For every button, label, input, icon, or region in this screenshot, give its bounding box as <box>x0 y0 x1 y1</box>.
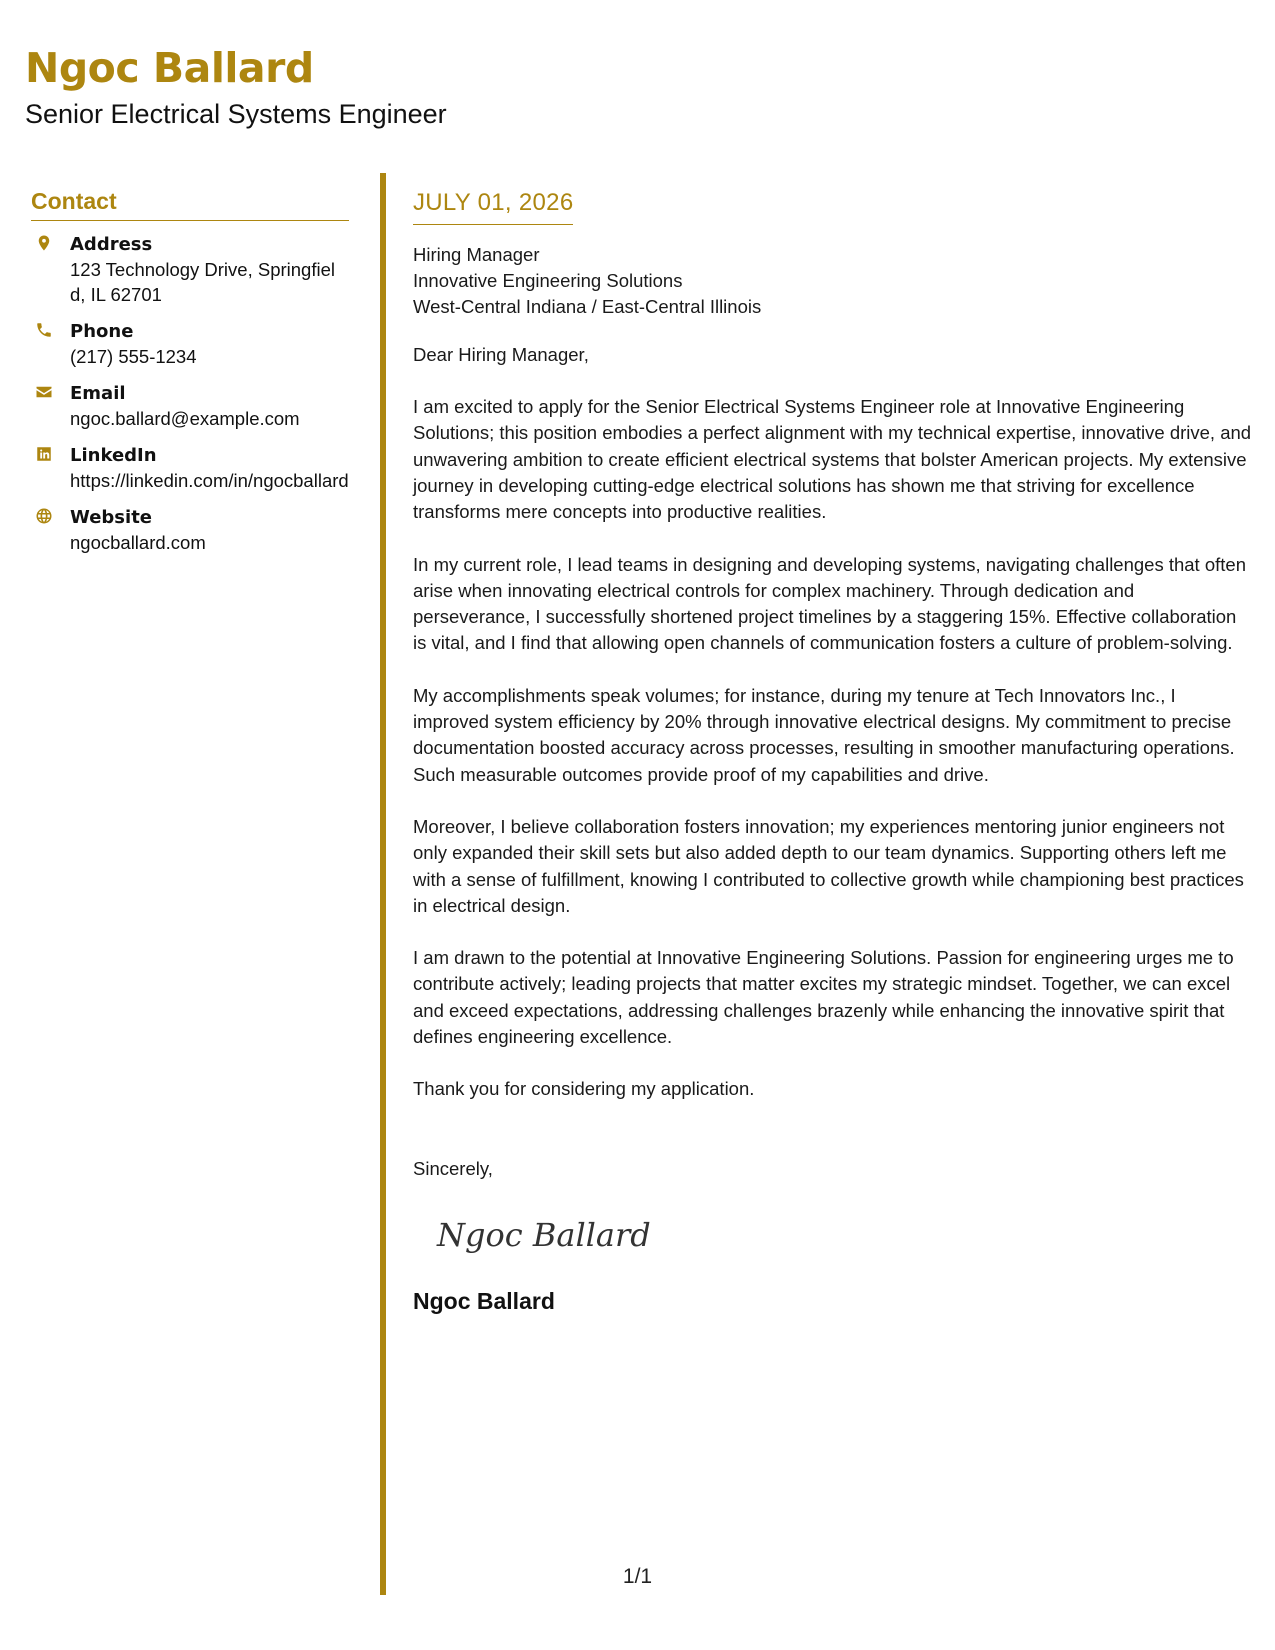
recipient-company: Innovative Engineering Solutions <box>413 269 683 291</box>
body-paragraph: I am drawn to the potential at Innovative Engineering Solutions. Passion for engineering urges me to contribute actively; leading projects that matter excites my strategic mindset. Together, we can excel and exceed expectations, addressing challenges brazenly while enhancing the innovative spirit that defines engineering excellence. <box>413 947 1234 1048</box>
letter-body <box>413 189 1253 1315</box>
svg-text:Ngoc Ballard: Ngoc Ballard <box>437 1215 651 1254</box>
recipient-name: Hiring Manager <box>413 243 540 265</box>
salutation: Dear Hiring Manager, <box>413 343 589 365</box>
recipient-location: West-Central Indiana / East-Central Illinois <box>413 295 762 317</box>
applicant-title: Senior Electrical Systems Engineer <box>25 99 447 129</box>
email-value[interactable]: ngoc.ballard@example.com <box>70 407 300 429</box>
contact-list <box>31 233 349 555</box>
contact-heading: Contact <box>31 188 349 221</box>
contact-item-phone <box>31 320 349 369</box>
contact-label: Address <box>70 233 153 255</box>
website-value[interactable]: ngocballard.com <box>70 531 206 553</box>
contact-label: Phone <box>70 320 134 342</box>
contact-item-address <box>31 233 349 307</box>
linkedin-value[interactable]: https://linkedin.com/in/ngocballard <box>70 469 349 491</box>
thanks-line: Thank you for considering my application. <box>413 1078 755 1100</box>
handwritten-signature <box>435 1210 655 1258</box>
body-paragraph: I am excited to apply for the Senior Electrical Systems Engineer role at Innovative Engineering Solutions; this position embodies a perfect alignment with my technical expertise, innovative drive, and unwavering ambition to create efficient electrical systems that bolster American projects. My extensive journey in developing cutting-edge electrical solutions has shown me that striving for excellence transforms mere concepts into productive realities. <box>413 396 1252 523</box>
closing-line: Sincerely, <box>413 1157 493 1179</box>
applicant-name: Ngoc Ballard <box>25 44 314 92</box>
envelope-icon <box>34 383 53 402</box>
body-paragraph: In my current role, I lead teams in designing and developing systems, navigating challenges that often arise when innovating electrical controls for complex machinery. Through dedication and perseverance, I successfully shortened project timelines by a staggering 15%. Effective collaboration is vital, and I find that allowing open channels of communication fosters a culture of problem-solving. <box>413 553 1246 654</box>
map-pin-icon <box>34 234 53 253</box>
contact-label: Website <box>70 506 153 528</box>
body-paragraph: Moreover, I believe collaboration fosters innovation; my experiences mentoring junior engineers not only expanded their skill sets but also added depth to our team dynamics. Supporting others left me with a sense of fulfillment, knowing I contributed to collective growth while championing best practices in electrical design. <box>413 815 1244 916</box>
page-number: 1/1 <box>622 1565 653 1588</box>
globe-icon <box>34 507 53 526</box>
address-value: 123 Technology Drive, Springfield, IL 62701 <box>70 258 335 305</box>
letter-date: JULY 01, 2026 <box>413 189 573 225</box>
body-paragraph: My accomplishments speak volumes; for instance, during my tenure at Tech Innovators Inc., I improved system efficiency by 20% through innovative electrical designs. My commitment to precise documentation boosted accuracy across processes, resulting in smoother manufacturing operations. Such measurable outcomes provide proof of my capabilities and drive. <box>413 684 1235 785</box>
recipient-block <box>413 242 1253 320</box>
contact-item-website <box>31 506 349 555</box>
phone-value[interactable]: (217) 555-1234 <box>70 345 197 367</box>
linkedin-icon <box>34 445 53 464</box>
contact-label: LinkedIn <box>70 444 157 466</box>
phone-icon <box>34 321 53 340</box>
contact-item-email <box>31 382 349 431</box>
contact-label: Email <box>70 382 126 404</box>
contact-sidebar <box>31 188 349 568</box>
contact-item-linkedin <box>31 444 349 493</box>
column-divider <box>380 173 386 1595</box>
signer-name: Ngoc Ballard <box>413 1287 555 1314</box>
